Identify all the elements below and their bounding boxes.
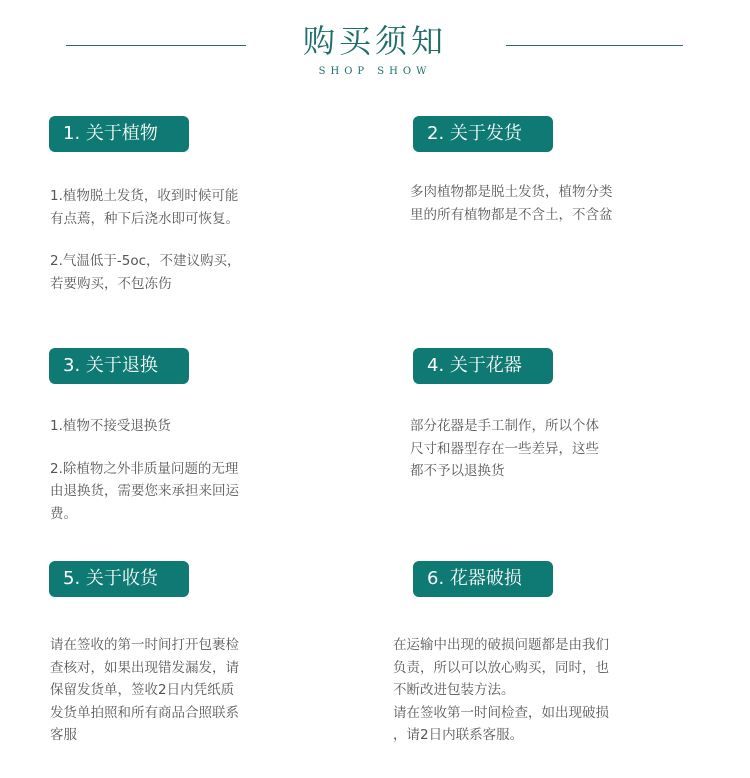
text-line: ，请2日内联系客服。 (393, 727, 524, 743)
page-subtitle: SHOP SHOW (318, 66, 432, 77)
section-text-receiving (50, 634, 239, 747)
text-line: 里的所有植物都是不含土，不含盆 (410, 206, 613, 223)
text-line: 都不予以退换货 (410, 463, 505, 479)
text-line: 费。 (50, 505, 77, 522)
text-line: 1.植物不接受退换货 (50, 418, 171, 434)
text-line: 多肉植物都是脱土发货，植物分类 (410, 184, 613, 200)
section-badge-shipping: 2. 关于发货 (413, 116, 553, 152)
section-badge-damage: 6. 花器破损 (413, 561, 553, 597)
section-text-damage (393, 634, 609, 747)
section-badge-plants: 1. 关于植物 (49, 116, 189, 152)
text-line: 尺寸和器型存在一些差异，这些 (410, 440, 599, 457)
text-line: 2.除植物之外非质量问题的无理 (50, 460, 239, 477)
section-badge-planters: 4. 关于花器 (413, 348, 553, 384)
text-line: 发货单拍照和所有商品合照联系 (50, 704, 239, 721)
text-line: 客服 (50, 727, 77, 743)
section-text-returns (50, 415, 239, 525)
section-text-shipping (410, 181, 613, 226)
text-line: 不断改进包装方法。 (393, 682, 515, 698)
text-line: 请在签收第一时间检查，如出现破损 (393, 704, 609, 721)
text-line: 2.气温低于-5oc，不建议购买， (50, 253, 241, 269)
section-text-plants (50, 185, 241, 295)
section-text-planters (410, 415, 599, 483)
header-rule-left (66, 45, 246, 46)
text-line: 由退换货，需要您来承担来回运 (50, 483, 239, 499)
text-line: 部分花器是手工制作，所以个体 (410, 418, 599, 434)
text-line: 有点蔫，种下后浇水即可恢复。 (50, 210, 239, 227)
section-badge-returns: 3. 关于退换 (49, 348, 189, 384)
text-line: 负责，所以可以放心购买，同时，也 (393, 659, 609, 676)
text-line: 若要购买，不包冻伤 (50, 275, 172, 292)
text-line: 请在签收的第一时间打开包裹检 (50, 637, 239, 653)
header-rule-right (506, 45, 683, 46)
text-line: 保留发货单，签收2日内凭纸质 (50, 682, 235, 698)
text-line: 查核对，如果出现错发漏发，请 (50, 659, 239, 676)
text-line: 1.植物脱土发货，收到时候可能 (50, 188, 239, 204)
page-title: 购买须知 (302, 22, 447, 60)
text-line: 在运输中出现的破损问题都是由我们 (393, 637, 609, 653)
section-badge-receiving: 5. 关于收货 (49, 561, 189, 597)
